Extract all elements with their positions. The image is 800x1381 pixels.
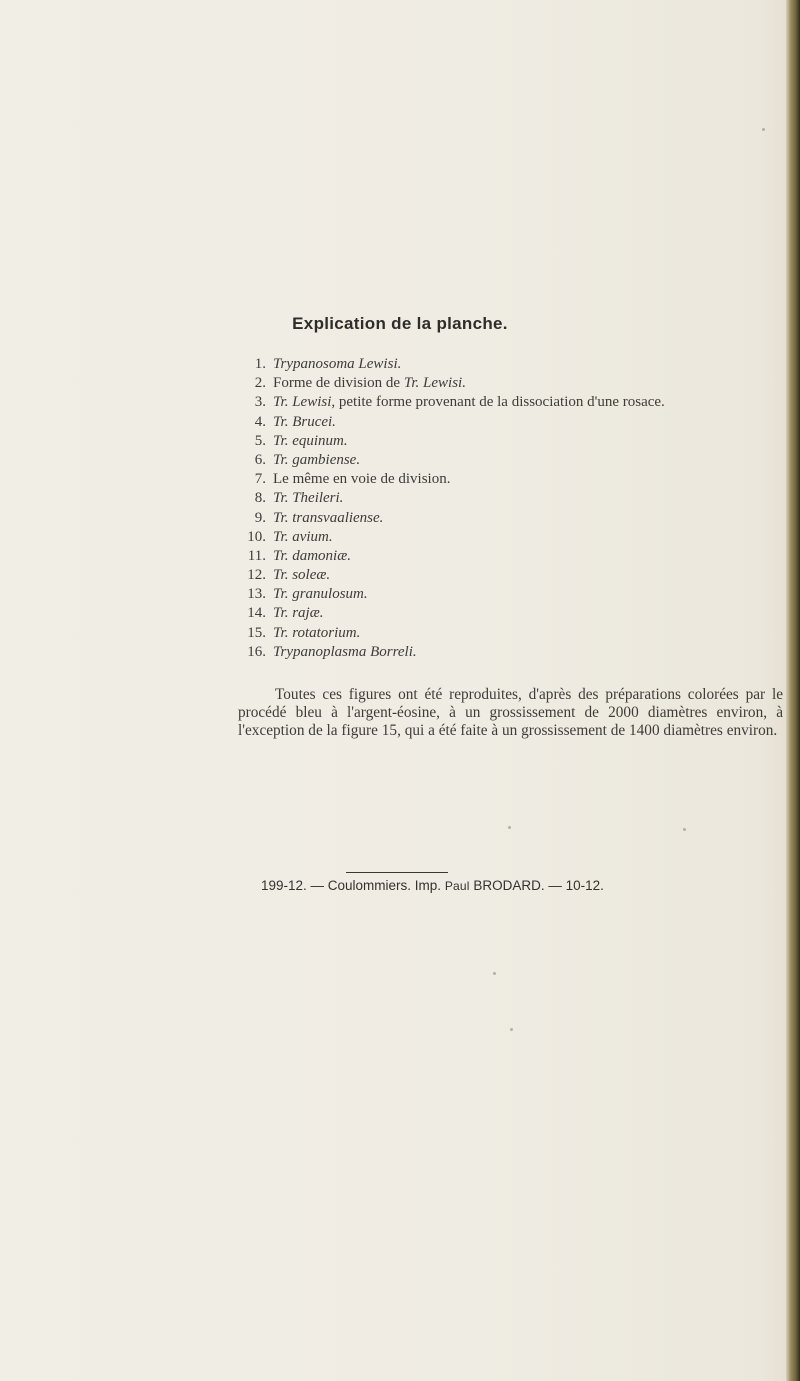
legend-item [238,528,665,547]
legend-item [238,432,665,451]
legend-item-number: 15. [247,624,266,641]
paper-speck [508,826,511,829]
legend-item [238,489,665,508]
legend-species-name: Tr. Lewisi [273,394,332,411]
legend-species-name: Tr. avium. [273,528,333,545]
legend-item-number: 14. [247,605,266,622]
page-title: Explication de la planche. [292,314,508,333]
explanatory-note: Toutes ces figures ont été reproduites, d'après des préparations colorées par le procédé bleu à l'argent-éosine, à un grossissement de 2000 diamètres environ, à l'exception de la figure 15, qui a été faite à un grossissement de 1400 diamètres environ. [238,686,783,740]
legend-item-text: Le même en voie de division. [273,471,451,488]
legend-species-name: Tr. transvaaliense. [273,509,384,526]
paper-speck [762,128,765,131]
legend-item [238,470,665,489]
legend-item-number: 4. [254,413,266,430]
imprint-prefix: 199-12. — Coulommiers. Imp. [261,878,445,893]
legend-item-number: 6. [254,451,266,468]
paper-speck [510,1028,513,1031]
legend-item [238,566,665,585]
legend-species-name: Tr. rotatorium. [273,624,361,641]
legend-item-number: 12. [247,567,266,584]
legend-item [238,585,665,604]
legend-item-number: 3. [254,394,266,411]
legend-species-name: Tr. gambiense. [273,451,361,468]
legend-item-text: , petite forme provenant de la dissociation d'une rosace. [331,394,665,411]
legend-item-number: 8. [254,490,266,507]
legend-species-name: Tr. rajæ. [273,605,324,622]
legend-item [238,643,665,662]
legend-item [238,393,665,412]
imprint-printer-first: Paul [444,879,470,893]
legend-item [238,355,665,374]
legend-species-name: Tr. soleæ. [273,567,331,584]
legend-item-number: 16. [247,643,266,660]
imprint-printer-last: BRODARD. [469,878,545,893]
legend-item-number: 11. [247,547,266,564]
legend-item [238,374,665,393]
legend-item [238,509,665,528]
plate-legend-list [238,355,665,662]
binding-edge [786,0,800,1381]
legend-species-name: Tr. granulosum. [273,586,368,603]
legend-item-number: 2. [254,375,266,392]
paper-speck [493,972,496,975]
legend-item [238,604,665,623]
imprint-rule [346,872,448,873]
legend-item-number: 7. [254,471,266,488]
legend-species-name: Trypanosoma Lewisi. [273,356,402,372]
legend-species-name: Tr. Lewisi. [403,375,466,392]
legend-item-number: 1. [254,356,266,372]
legend-item-number: 5. [254,432,266,449]
legend-item-text: Forme de division de [273,375,404,392]
legend-item-number: 10. [247,528,266,545]
legend-item-number: 9. [254,509,266,526]
legend-item [238,547,665,566]
legend-item [238,624,665,643]
legend-species-name: Trypanoplasma Borreli. [273,643,417,660]
legend-item-number: 13. [247,586,266,603]
legend-species-name: Tr. damoniæ. [273,547,351,564]
legend-species-name: Tr. Brucei. [273,413,336,430]
legend-species-name: Tr. Theileri. [273,490,344,507]
printer-imprint [261,878,604,893]
legend-species-name: Tr. equinum. [273,432,348,449]
imprint-suffix: — 10-12. [544,878,604,893]
legend-item [238,451,665,470]
legend-item [238,413,665,432]
paper-speck [683,828,686,831]
